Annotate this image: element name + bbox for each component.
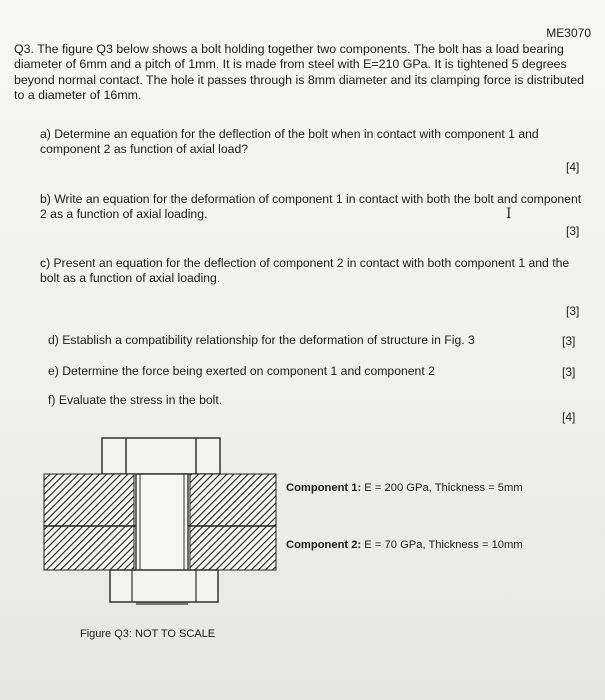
- question-a-marks: [4]: [566, 160, 580, 174]
- component-2-left: [44, 526, 134, 570]
- component-1-name: Component 1:: [286, 482, 362, 494]
- question-a: [40, 127, 580, 157]
- nut: [110, 570, 218, 602]
- question-e-label: e): [48, 364, 59, 378]
- question-a-text: Determine an equation for the deflection of the bolt when in contact with component 1 and component 2 as function of axial load?: [40, 127, 539, 156]
- bolt-figure: [40, 434, 280, 614]
- question-d-label: d): [48, 333, 59, 347]
- question-a-label: a): [40, 127, 51, 141]
- question-intro: Q3. The figure Q3 below shows a bolt holding together two components. The bolt has a load bearing diameter of 6mm and a pitch of 1mm. It is made from steel with E=210 GPa. It is tightened 5 degrees beyond normal contact. The hole it passes through is 8mm diameter and its clamping force is distributed to a diameter of 16mm.: [14, 42, 585, 102]
- question-b-marks: [3]: [566, 224, 580, 238]
- course-code: ME3070: [546, 26, 591, 40]
- question-b-label: b): [40, 192, 51, 206]
- text-cursor-icon: I: [506, 206, 512, 222]
- question-f-text: Evaluate the stress in the bolt.: [58, 393, 223, 407]
- question-b-text: Write an equation for the deformation of component 1 in contact with both the bolt and component 2 as a function of axial loading.: [40, 192, 582, 221]
- question-e: [48, 364, 548, 379]
- question-f-marks: [4]: [562, 410, 576, 424]
- component-1-spec: [286, 482, 523, 494]
- component-1-left: [44, 474, 134, 526]
- component-1-values: E = 200 GPa, Thickness = 5mm: [361, 482, 523, 494]
- component-1-right: [190, 474, 276, 526]
- component-2-name: Component 2:: [286, 539, 362, 551]
- question-f: [48, 393, 548, 408]
- question-c-label: c): [40, 256, 51, 270]
- question-c-marks: [3]: [566, 304, 580, 318]
- question-e-text: Determine the force being exerted on component 1 and component 2: [62, 364, 435, 378]
- figure-caption: Figure Q3: NOT TO SCALE: [80, 628, 216, 640]
- question-c: [40, 256, 590, 286]
- question-d-marks: [3]: [562, 334, 576, 348]
- question-c-text: Present an equation for the deflection of component 2 in contact with both component 1 and the bolt as a function of axial loading.: [40, 256, 570, 285]
- bolt-head: [102, 438, 220, 474]
- question-d-text: Establish a compatibility relationship for the deformation of structure in Fig. 3: [62, 333, 475, 347]
- question-d: [48, 333, 548, 348]
- question-f-label: f): [48, 393, 56, 407]
- component-2-values: E = 70 GPa, Thickness = 10mm: [361, 539, 523, 551]
- component-2-spec: [286, 539, 523, 551]
- component-2-right: [190, 526, 276, 570]
- question-e-marks: [3]: [562, 365, 576, 379]
